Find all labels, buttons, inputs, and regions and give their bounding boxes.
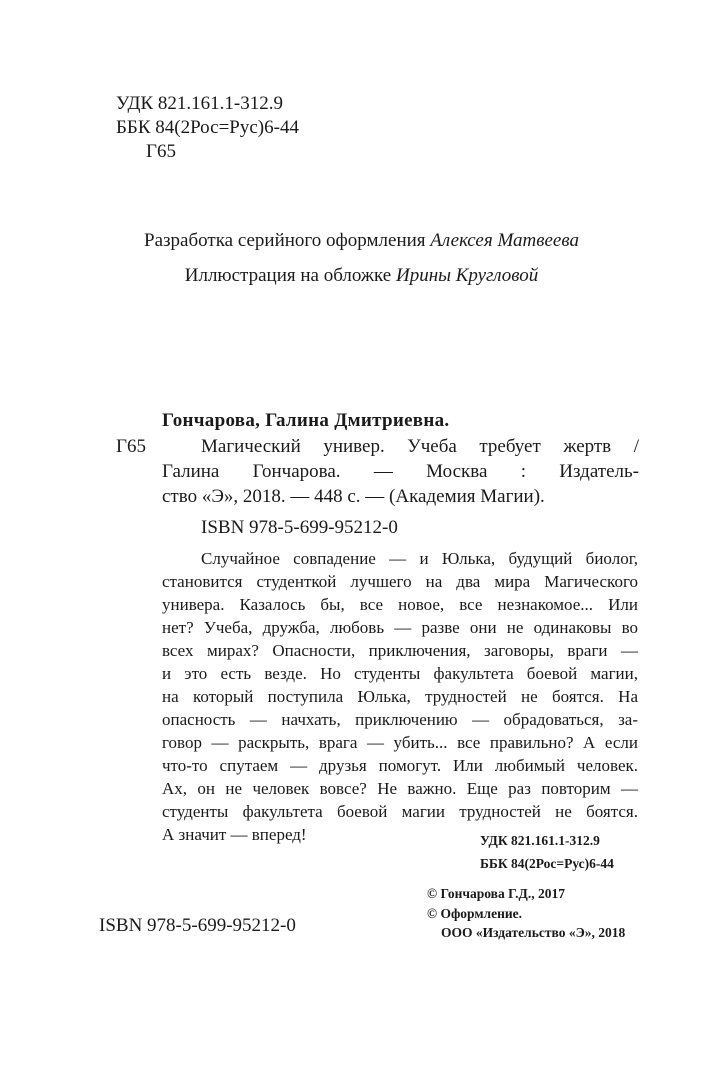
author-mark-bib: Г65	[116, 436, 146, 457]
annotation-line: универа. Казалось бы, все новое, все незнакомое... Или	[162, 595, 638, 614]
copyright-author: © Гончарова Г.Д., 2017	[427, 886, 565, 901]
copyright-publisher: ООО «Издательство «Э», 2018	[441, 925, 626, 940]
description-line-3: ство «Э», 2018. — 448 с. — (Академия Магии).	[162, 486, 545, 507]
annotation-line: опасность — начхать, приключению — обрадоваться, за-	[162, 710, 638, 729]
annotation-line: А значит — вперед!	[162, 825, 307, 844]
copyright-design: © Оформление.	[427, 906, 523, 921]
annotation-line: и это есть везде. Но студенты факультета боевой магии,	[162, 664, 638, 683]
cover-illustration-name: Ирины Кругловой	[395, 265, 539, 286]
bbk-code-footer: ББК 84(2Рос=Рус)6-44	[480, 856, 614, 871]
description-line-2: Галина Гончарова. — Москва : Издатель-	[162, 461, 639, 482]
annotation-line: нет? Учеба, дружба, любовь — разве они не одинаковы во	[162, 618, 638, 637]
bbk-code: ББК 84(2Рос=Рус)6-44	[116, 117, 299, 138]
annotation-line: становится студенткой лучшего на два мира Магического	[162, 572, 638, 591]
annotation-line: что-то спутаем — друзья помогут. Или любимый человек.	[162, 756, 638, 775]
annotation-line: говор — раскрыть, врага — убить... все правильно? А если	[162, 733, 638, 752]
cover-illustration-credit	[0, 265, 723, 287]
annotation-line: студенты факультета боевой магии трудностей не боятся.	[162, 802, 638, 821]
description-line-1: Магический универ. Учеба требует жертв /	[201, 436, 639, 457]
annotation-line: всех мирах? Опасности, приключения, заговоры, враги —	[162, 641, 638, 660]
author-heading: Гончарова, Галина Дмитриевна.	[162, 410, 450, 431]
isbn-footer: ISBN 978-5-699-95212-0	[99, 915, 296, 936]
annotation-line: на который поступила Юлька, трудностей не боятся. На	[162, 687, 638, 706]
series-design-credit	[0, 230, 723, 252]
udk-code-footer: УДК 821.161.1-312.9	[480, 833, 600, 848]
annotation-line: Случайное совпадение — и Юлька, будущий биолог,	[201, 549, 638, 568]
series-design-label: Разработка серийного оформления	[144, 230, 426, 251]
cover-illustration-label: Иллюстрация на обложке	[184, 265, 392, 286]
author-mark: Г65	[146, 141, 176, 162]
annotation-line: Ах, он не человек вовсе? Не важно. Еще раз повторим —	[162, 779, 638, 798]
isbn-bib: ISBN 978-5-699-95212-0	[201, 517, 398, 538]
series-design-name: Алексея Матвеева	[430, 230, 579, 251]
udk-code: УДК 821.161.1-312.9	[116, 93, 283, 114]
